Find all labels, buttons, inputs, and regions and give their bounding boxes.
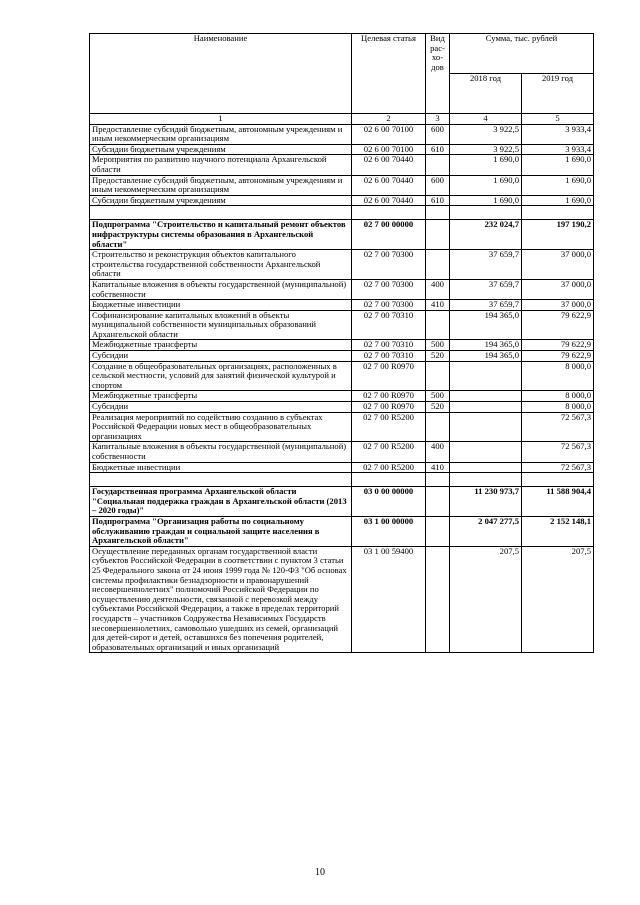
row-vid [426,516,450,546]
row-code: 02 7 00 70300 [352,300,426,311]
row-code: 02 7 00 70300 [352,279,426,299]
row-amount-2018: 37 659,7 [450,279,522,299]
row-name: Осуществление переданных органам государственной власти субъектов Российской Федерации в соответствии с пунктом 3 статьи 25 Федерального закона от 24 июня 1999 года № 120-ФЗ "Об основах системы профилактики безнадзорности и правонарушений несовершеннолетних" полномочий Российской Федерации по осуществлению деятельности, связанной с перевозкой между субъектами Российской Федерации, а также в пределах территорий государств – участников Содружества Независимых Государств несовершеннолетних, самовольно ушедших из семей, организаций для детей-сирот и детей, оставшихся без попечения родителей, образовательных организаций и иных организаций [90,546,352,653]
row-vid: 410 [426,462,450,473]
row-amount-2019: 197 190,2 [522,220,594,250]
row-code: 02 7 00 R0970 [352,361,426,391]
table-row [90,402,594,413]
table-row [90,462,594,473]
page-number: 10 [315,867,325,878]
row-vid [426,487,450,517]
header-vid: Вид рас-хо-дов [426,34,450,114]
row-name: Софинансирование капитальных вложений в объекты муниципальной собственности муниципальных образований Архангельской области [90,310,352,340]
row-amount-2018 [450,412,522,442]
table-row [90,310,594,340]
row-code: 02 7 00 R0970 [352,391,426,402]
table-row [90,516,594,546]
row-amount-2018: 1 690,0 [450,155,522,175]
row-amount-2018: 194 365,0 [450,310,522,340]
row-vid: 400 [426,442,450,462]
row-code: 02 6 00 70440 [352,195,426,206]
table-row [90,250,594,280]
row-amount-2019: 37 000,0 [522,300,594,311]
row-name: Межбюджетные трансферты [90,340,352,351]
table-row [90,279,594,299]
row-code: 02 7 00 70310 [352,351,426,362]
row-code: 02 7 00 70310 [352,310,426,340]
row-code: 03 1 00 00000 [352,516,426,546]
row-name: Капитальные вложения в объекты государственной (муниципальной) собственности [90,442,352,462]
row-code: 02 7 00 70300 [352,250,426,280]
header-target: Целевая статья [352,34,426,114]
row-code: 02 6 00 70100 [352,144,426,155]
row-amount-2018 [450,462,522,473]
col-number: 3 [426,114,450,125]
row-amount-2019: 37 000,0 [522,250,594,280]
row-vid [426,361,450,391]
row-vid [426,250,450,280]
row-vid: 600 [426,124,450,144]
table-row [90,300,594,311]
row-amount-2018 [450,442,522,462]
table-row [90,391,594,402]
col-number: 5 [522,114,594,125]
row-code: 02 7 00 00000 [352,220,426,250]
row-amount-2019: 79 622,9 [522,310,594,340]
row-amount-2019: 37 000,0 [522,279,594,299]
row-vid: 500 [426,391,450,402]
row-vid: 610 [426,144,450,155]
row-amount-2019: 207,5 [522,546,594,653]
row-name: Субсидии бюджетным учреждениям [90,195,352,206]
row-amount-2018: 194 365,0 [450,351,522,362]
row-amount-2019: 8 000,0 [522,402,594,413]
row-amount-2018: 37 659,7 [450,250,522,280]
header-sum: Сумма, тыс. рублей [450,34,594,74]
table-row [90,195,594,206]
row-amount-2019: 3 933,4 [522,124,594,144]
col-number: 4 [450,114,522,125]
row-code: 02 7 00 R5200 [352,412,426,442]
table-row [90,124,594,144]
row-name: Предоставление субсидий бюджетным, автономным учреждениям и иным некоммерческим организациям [90,124,352,144]
row-amount-2019: 1 690,0 [522,175,594,195]
row-name: Государственная программа Архангельской области "Социальная поддержка граждан в Архангельской области (2013 – 2020 годы)" [90,487,352,517]
row-vid [426,546,450,653]
row-amount-2018: 3 922,5 [450,144,522,155]
row-name: Межбюджетные трансферты [90,391,352,402]
row-vid: 410 [426,300,450,311]
row-vid: 400 [426,279,450,299]
row-code: 02 6 00 70440 [352,155,426,175]
row-code: 02 6 00 70440 [352,175,426,195]
table-row [90,361,594,391]
row-name: Реализация мероприятий по содействию созданию в субъектах Российской Федерации новых мест в общеобразовательных организациях [90,412,352,442]
row-amount-2018: 3 922,5 [450,124,522,144]
row-code: 02 7 00 70310 [352,340,426,351]
row-vid [426,155,450,175]
row-code: 02 7 00 R5200 [352,462,426,473]
row-amount-2019: 8 000,0 [522,361,594,391]
row-vid: 500 [426,340,450,351]
header-year-2018: 2018 год [450,74,522,114]
row-name: Бюджетные инвестиции [90,462,352,473]
table-row [90,340,594,351]
row-amount-2019: 3 933,4 [522,144,594,155]
row-amount-2019: 8 000,0 [522,391,594,402]
row-amount-2018: 207,5 [450,546,522,653]
row-code: 03 1 00 59400 [352,546,426,653]
row-vid: 600 [426,175,450,195]
row-amount-2019: 72 567,3 [522,462,594,473]
row-amount-2019: 2 152 148,1 [522,516,594,546]
table-row [90,175,594,195]
row-vid: 520 [426,402,450,413]
row-name: Мероприятия по развитию научного потенциала Архангельской области [90,155,352,175]
table-row [90,412,594,442]
row-amount-2019: 79 622,9 [522,340,594,351]
row-amount-2018: 1 690,0 [450,195,522,206]
row-code: 03 0 00 00000 [352,487,426,517]
row-name: Предоставление субсидий бюджетным, автономным учреждениям и иным некоммерческим организациям [90,175,352,195]
table-row [90,155,594,175]
row-amount-2018 [450,361,522,391]
row-name: Бюджетные инвестиции [90,300,352,311]
table-row [90,220,594,250]
row-vid [426,412,450,442]
row-amount-2018: 2 047 277,5 [450,516,522,546]
row-vid: 520 [426,351,450,362]
table-row [90,546,594,653]
row-vid [426,310,450,340]
row-vid [426,220,450,250]
row-amount-2019: 72 567,3 [522,412,594,442]
spacer-row [90,473,594,487]
row-amount-2019: 1 690,0 [522,195,594,206]
row-amount-2018 [450,391,522,402]
row-amount-2019: 72 567,3 [522,442,594,462]
table-row [90,351,594,362]
row-amount-2019: 11 588 904,4 [522,487,594,517]
row-amount-2018: 194 365,0 [450,340,522,351]
row-code: 02 7 00 R0970 [352,402,426,413]
row-name: Подпрограмма "Организация работы по социальному обслуживанию граждан и социальной защите населения в Архангельской области" [90,516,352,546]
row-amount-2019: 79 622,9 [522,351,594,362]
table-row [90,442,594,462]
row-name: Субсидии [90,402,352,413]
table-row [90,144,594,155]
row-name: Подпрограмма "Строительство и капитальный ремонт объектов инфраструктуры системы образования в Архангельской области" [90,220,352,250]
row-amount-2019: 1 690,0 [522,155,594,175]
table-row [90,487,594,517]
header-year-2019: 2019 год [522,74,594,114]
row-amount-2018: 232 024,7 [450,220,522,250]
row-name: Строительство и реконструкция объектов капитального строительства государственной собственности Архангельской области [90,250,352,280]
row-amount-2018 [450,402,522,413]
row-amount-2018: 37 659,7 [450,300,522,311]
row-name: Субсидии [90,351,352,362]
header-name: Наименование [90,34,352,114]
row-vid: 610 [426,195,450,206]
spacer-row [90,206,594,220]
row-name: Создание в общеобразовательных организациях, расположенных в сельской местности, условий для занятий физической культурой и спортом [90,361,352,391]
col-number: 1 [90,114,352,125]
row-code: 02 7 00 R5200 [352,442,426,462]
row-name: Капитальные вложения в объекты государственной (муниципальной) собственности [90,279,352,299]
col-number: 2 [352,114,426,125]
budget-table [89,33,594,653]
row-amount-2018: 11 230 973,7 [450,487,522,517]
row-code: 02 6 00 70100 [352,124,426,144]
row-name: Субсидии бюджетным учреждениям [90,144,352,155]
row-amount-2018: 1 690,0 [450,175,522,195]
